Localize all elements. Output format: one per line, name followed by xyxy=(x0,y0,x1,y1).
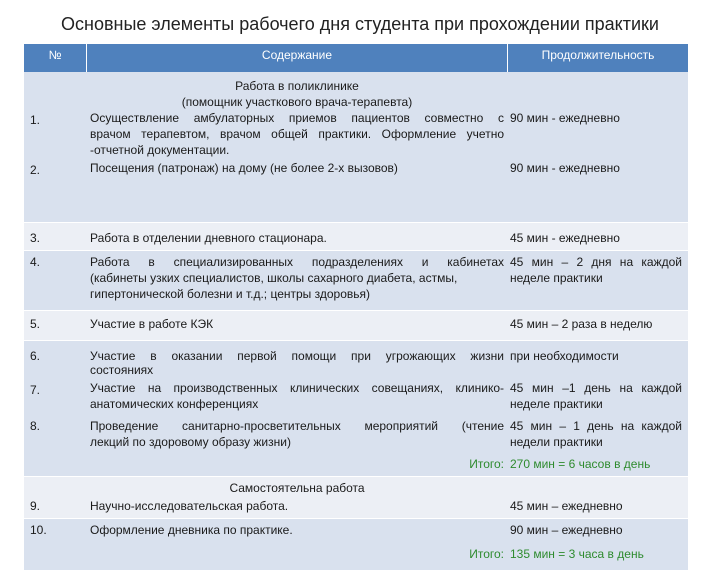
row-6-num: 6. xyxy=(30,349,41,363)
row-7-duration-2: неделе практики xyxy=(510,397,603,411)
row-10-duration: 90 мин – ежедневно xyxy=(510,523,623,537)
row-4-line-2: (кабинеты узких специалистов, школы сахарного диабета, астмы, xyxy=(90,271,458,285)
row-9-content: Научно-исследовательская работа. xyxy=(90,499,289,513)
row-1-duration: 90 мин - ежедневно xyxy=(510,111,620,125)
row-4-duration-1: 45 мин – 2 дня на каждой xyxy=(510,255,682,269)
row-5-duration: 45 мин – 2 раза в неделю xyxy=(510,317,653,331)
header-num: № xyxy=(48,48,62,62)
row-6-line-1: Участие в оказании первой помощи при угрожающих жизни xyxy=(90,349,504,363)
header-content: Содержание xyxy=(261,48,333,62)
row-7-num: 7. xyxy=(30,383,41,397)
row-5-content: Участие в работе КЭК xyxy=(90,317,214,331)
row-3-content: Работа в отделении дневного стационара. xyxy=(90,231,327,245)
page-title: Основные элементы рабочего дня студента при прохождении практики xyxy=(61,14,659,34)
row-3-num: 3. xyxy=(30,231,41,245)
total-2-value: 135 мин = 3 часа в день xyxy=(510,547,644,561)
section2-heading: Самостоятельна работа xyxy=(229,481,365,495)
row-7-duration-1: 45 мин –1 день на каждой xyxy=(510,381,682,395)
row-1-num: 1. xyxy=(30,113,41,127)
total-1-label: Итого: xyxy=(469,457,504,471)
row-6-duration: при необходимости xyxy=(510,349,619,363)
row-7-line-2: анатомических конференциях xyxy=(90,397,259,411)
row-4-num: 4. xyxy=(30,255,41,269)
row-9-num: 9. xyxy=(30,499,41,513)
row-2-duration: 90 мин - ежедневно xyxy=(510,161,620,175)
row-1-line-2: врачом терапевтом, врачом общей практики. Оформление учетно xyxy=(90,127,504,141)
row-2-content: Посещения (патронаж) на дому (не более 2-х вызовов) xyxy=(90,161,398,175)
row-9-duration: 45 мин – ежедневно xyxy=(510,499,623,513)
row-6-line-2: состояниях xyxy=(90,363,154,377)
header-duration: Продолжительность xyxy=(541,48,655,62)
row-3-duration: 45 мин - ежедневно xyxy=(510,231,620,245)
row-5-num: 5. xyxy=(30,317,41,331)
row-1-line-1: Осуществление амбулаторных приемов пациентов совместно с xyxy=(90,111,504,125)
row-8-line-2: лекций по здоровому образу жизни) xyxy=(90,435,291,449)
row-10-content: Оформление дневника по практике. xyxy=(90,523,293,537)
row-8-duration-1: 45 мин – 1 день на каждой xyxy=(510,419,682,433)
row-8-duration-2: недели практики xyxy=(510,435,603,449)
row-1-line-3: -отчетной документации. xyxy=(90,143,230,157)
row-4-duration-2: неделе практики xyxy=(510,271,603,285)
row-8-line-1: Проведение санитарно-просветительных мероприятий (чтение xyxy=(90,419,504,433)
row-7-line-1: Участие на производственных клинических совещаниях, клинико- xyxy=(90,381,504,395)
row-4-line-1: Работа в специализированных подразделениях и кабинетах xyxy=(90,255,504,269)
total-1-value: 270 мин = 6 часов в день xyxy=(510,457,651,471)
row-10-num: 10. xyxy=(30,523,47,537)
section1-subheading: (помощник участкового врача-терапевта) xyxy=(181,95,413,109)
total-2-label: Итого: xyxy=(469,547,504,561)
table-header xyxy=(24,44,688,72)
section1-heading: Работа в поликлинике xyxy=(235,79,359,93)
row-2-num: 2. xyxy=(30,163,41,177)
row-4-line-3: гипертонической болезни и т.д.; центры здоровья) xyxy=(90,287,371,301)
row-8-num: 8. xyxy=(30,419,41,433)
